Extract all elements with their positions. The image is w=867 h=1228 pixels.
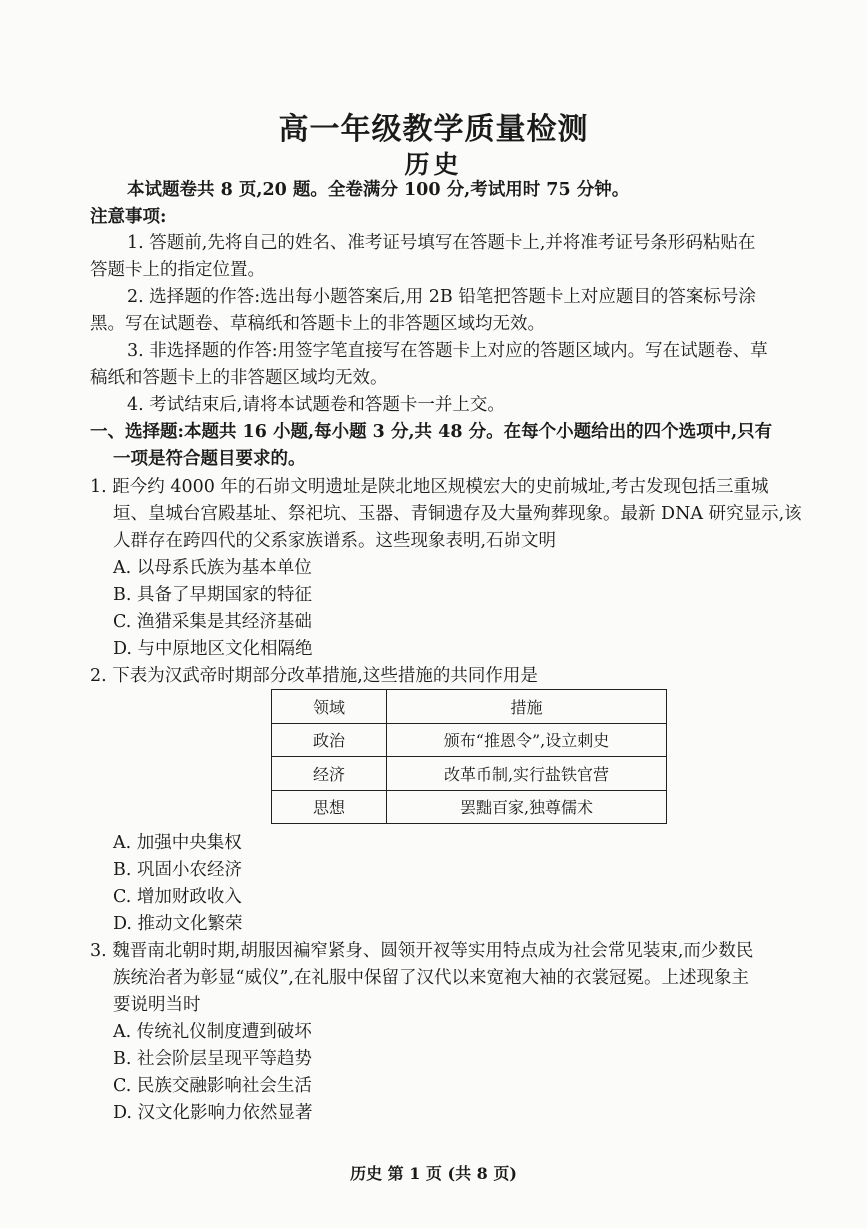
- table-cell-domain: 经济: [272, 757, 387, 791]
- q3-option-d: D. 汉文化影响力依然显著: [113, 1103, 313, 1123]
- subject-title: 历史: [404, 150, 463, 179]
- q3-option-c: C. 民族交融影响社会生活: [113, 1076, 312, 1096]
- note-4: 4. 考试结束后,请将本试题卷和答题卡一并上交。: [127, 395, 505, 415]
- table-header-row: [272, 690, 667, 724]
- note-1-line-1: 1. 答题前,先将自己的姓名、准考证号填写在答题卡上,并将准考证号条形码粘贴在: [127, 233, 756, 253]
- exam-title: 高一年级教学质量检测: [278, 112, 589, 147]
- q2-stem: 2. 下表为汉武帝时期部分改革措施,这些措施的共同作用是: [90, 666, 538, 686]
- table-header-domain: 领域: [272, 690, 387, 724]
- q1-option-a: A. 以母系氏族为基本单位: [113, 558, 312, 578]
- q3-stem-line-2: 族统治者为彰显“威仪”,在礼服中保留了汉代以来宽袍大袖的衣裳冠冕。上述现象主: [113, 968, 749, 988]
- section-heading-line-2: 一项是符合题目要求的。: [113, 449, 306, 469]
- q3-option-a: A. 传统礼仪制度遭到破坏: [113, 1022, 312, 1042]
- note-2-line-1: 2. 选择题的作答:选出每小题答案后,用 2B 铅笔把答题卡上对应题目的答案标号涂: [127, 287, 756, 307]
- q1-option-c: C. 渔猎采集是其经济基础: [113, 612, 312, 632]
- note-2-line-2: 黑。写在试题卷、草稿纸和答题卡上的非答题区域均无效。: [90, 314, 545, 334]
- q3-stem-line-1: 3. 魏晋南北朝时期,胡服因褊窄紧身、圆领开衩等实用特点成为社会常见装束,而少数民: [90, 941, 754, 961]
- table-cell-measure: 罢黜百家,独尊儒术: [387, 790, 667, 824]
- table-cell-measure: 改革币制,实行盐铁官营: [387, 757, 667, 791]
- table-cell-domain: 政治: [272, 723, 387, 757]
- q1-stem-line-1: 1. 距今约 4000 年的石峁文明遗址是陕北地区规模宏大的史前城址,考古发现包括三重城: [90, 477, 769, 497]
- q2-option-b: B. 巩固小农经济: [113, 860, 242, 880]
- page-footer: 历史 第 1 页 (共 8 页): [350, 1164, 517, 1183]
- table-row: [272, 790, 667, 824]
- exam-info: 本试题卷共 8 页,20 题。全卷满分 100 分,考试用时 75 分钟。: [127, 180, 630, 200]
- table-header-measures: 措施: [387, 690, 667, 724]
- note-3-line-1: 3. 非选择题的作答:用签字笔直接写在答题卡上对应的答题区域内。写在试题卷、草: [127, 341, 768, 361]
- table-row: [272, 757, 667, 791]
- q3-stem-line-3: 要说明当时: [113, 995, 201, 1015]
- q2-option-a: A. 加强中央集权: [113, 833, 242, 853]
- q2-option-d: D. 推动文化繁荣: [113, 914, 243, 934]
- table-cell-measure: 颁布“推恩令”,设立刺史: [387, 723, 667, 757]
- q2-option-c: C. 增加财政收入: [113, 887, 242, 907]
- q1-option-b: B. 具备了早期国家的特征: [113, 585, 312, 605]
- q1-stem-line-2: 垣、皇城台宫殿基址、祭祀坑、玉器、青铜遗存及大量殉葬现象。最新 DNA 研究显示,该: [113, 504, 802, 524]
- q1-option-d: D. 与中原地区文化相隔绝: [113, 639, 313, 659]
- section-heading-line-1: 一、选择题:本题共 16 小题,每小题 3 分,共 48 分。在每个小题给出的四个选项中,只有: [90, 422, 773, 442]
- table-row: [272, 723, 667, 757]
- q1-stem-line-3: 人群存在跨四代的父系家族谱系。这些现象表明,石峁文明: [113, 531, 557, 551]
- note-1-line-2: 答题卡上的指定位置。: [90, 260, 265, 280]
- q3-option-b: B. 社会阶层呈现平等趋势: [113, 1049, 312, 1069]
- table-cell-domain: 思想: [272, 790, 387, 824]
- reform-table: [271, 689, 667, 824]
- notes-heading: 注意事项:: [90, 207, 167, 227]
- note-3-line-2: 稿纸和答题卡上的非答题区域均无效。: [90, 368, 388, 388]
